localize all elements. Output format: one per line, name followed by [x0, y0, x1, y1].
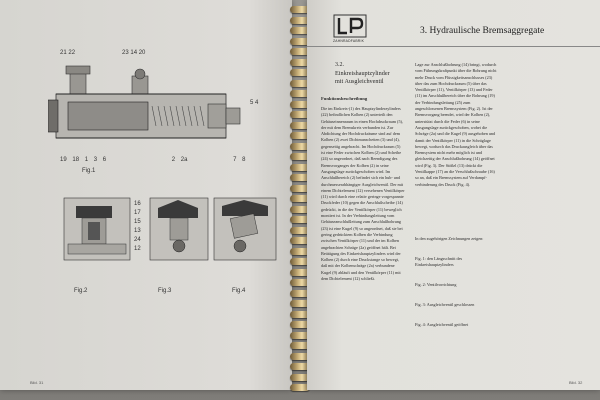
callout: 15 [134, 219, 141, 225]
fig1-bottom-callouts [60, 157, 246, 163]
fig2-callouts [134, 200, 141, 254]
callout: 17 [134, 210, 141, 216]
fig2-valve-drawing [62, 196, 132, 266]
callout: 1 [84, 157, 89, 163]
callout: 20 [138, 50, 146, 56]
callout: 4 [255, 100, 259, 106]
fig1-top-callouts-left [60, 50, 75, 56]
figure-list-item: Fig. 3: Ausgleichventil geschlossen [415, 302, 475, 307]
callout: 19 [60, 157, 67, 163]
figure-list-item: Fig. 2: Ventilvorrichtung [415, 282, 457, 287]
callout: 23 [122, 50, 129, 56]
publisher-logo [333, 14, 367, 38]
section-title-line2: mit Ausgleichventil [335, 78, 384, 85]
callout: 7 [233, 157, 237, 163]
body-column-2: Lage zur Anschlußbohrung (14) bringt, wodurch vom Führungskraftpunkt über die Bohrung nicht mehr Druck vom Flüssigkeitsanschlusses (23) über das zum Hochdruckraum (5) über das Ventilkörper (11), Ventilkörper (13) und Feder (11) im Anschlußbereich über die Bohrung (19) der Verbindungsleitung (25) zum angeschlossenen Bremssystem (Fig. 2). Ist der Bremsvorgang beendet, wird der Kolben (2), unterstützt durch die Feder (6) in seine Ausgangslage zurückgeschoben, wobei die Schräge (2a) und die Kugel (9) ausgehoben und damit der Ventilkörper (11) in die Schräglage bewegt, wodurch das Druckausgleich über das Bremsystem nicht mehr möglich ist und gleichzeitig der Anschlußbohrung (14) geöffnet wird (Fig. 3). Der Stößel (13) drückt die Ventilkappe (17) an die Verschlußschraube (16) so an, daß ein Bremssystem auf Verdampf- verhinderung des Druck (Fig. 4). [415, 62, 497, 187]
fig1-top-callouts-right [122, 50, 145, 56]
figure-list-item: Fig. 1: den Längsschnitt des Einkreishauptzylinders [415, 256, 463, 268]
callout: 3 [93, 157, 98, 163]
body-column-1: Die im Einkreis-(1) des Hauptzylinderzylinders (22) befindlichen Kolben (2) unterteilt den Gehäuseinnenraum in einen Hochdruckraum (5), der mit dem Bremskreis verbunden ist. Zur Abdichtung der Hochdruckräume sind auf dem Kolben (2) zwei Dichtmanschetten (3) und (4), gegenseitig angebracht. Im Hochdruckraum (5) ist eine Feder zwischen Kolben (2) und Scheibe (24) so angeordnet, daß nach Beendigung des Bremsvorganges der Kolben (2) in seine Ausgangslage zurückgeschoben wird. Im Anschlußbereich (2) befindet sich ein hub- und durchmesserabhängiger Ausgleichventil. Der mit einem Dichtelement (12) versehenen Ventilkörper (11) wird durch eine relativ geringe vorgespannte Druckfeder (10) gegen die Anschlußscheibe (14) gedrückt, in die der Ventilkörper (11) beweglich montiert ist. In der Verbindungsleitung vom Gehäuseanschlußleitung zum Anschlußbohrung (23) ist eine Kugel (9) so angeordnet, daß sie bei gering gedrücktem Kolben die Verbindung zwischen Ventilkörper (11) und der im Kolben angebrachten Schräge (2a) geöffnet hält. Bei Betätigung des Einkreishauptzylinders wird der Kolben (2) durch eine Druckstange so bewegt, daß mit der Kolbenschräge (2a) verbundene Kugel (9) abläuft und den Ventilkörper (11) mit dem Dichtelement (12) schließt. [321, 106, 405, 282]
fig2-caption: Fig.2 [74, 288, 88, 294]
fig1-cylinder-drawing [48, 56, 248, 156]
fig3-caption: Fig.3 [158, 288, 172, 294]
right-page [307, 0, 600, 390]
callout: 22 [68, 50, 76, 56]
fig1-caption: Fig.1 [82, 168, 96, 174]
figure-list-intro: In den zugehörigen Zeichnungen zeigen: [415, 236, 484, 241]
callout: 18 [72, 157, 80, 163]
logo-text: ZAHNRADFABRIK [333, 39, 365, 43]
callout: 13 [134, 228, 141, 234]
callout: 14 [130, 50, 138, 56]
left-page-number: Bild. 31 [30, 380, 44, 385]
callout: 24 [134, 237, 141, 243]
callout: 12 [134, 246, 141, 252]
callout: 8 [242, 157, 246, 163]
right-page-number: Bild. 32 [569, 380, 583, 385]
callout: 6 [102, 157, 107, 163]
callout: 16 [134, 201, 141, 207]
chapter-title: 3. Hydraulische Bremsaggregate [420, 26, 545, 36]
subheading: Funktionsbeschreibung [321, 96, 368, 101]
callout: 2 [171, 157, 176, 163]
fig1-right-callout [250, 100, 258, 106]
fig3-valve-drawing [148, 196, 210, 266]
callout: 2a [180, 157, 188, 163]
section-title-line1: Einkreishauptzylinder [335, 70, 390, 77]
callout: 5 [250, 100, 254, 106]
fig4-caption: Fig.4 [232, 288, 246, 294]
figure-list-item: Fig. 4: Ausgleichventil geöffnet [415, 322, 469, 327]
header-divider [307, 46, 600, 47]
fig4-valve-drawing [212, 196, 278, 266]
callout: 21 [60, 50, 67, 56]
section-number: 3.2. [335, 62, 344, 68]
left-page [0, 0, 292, 390]
